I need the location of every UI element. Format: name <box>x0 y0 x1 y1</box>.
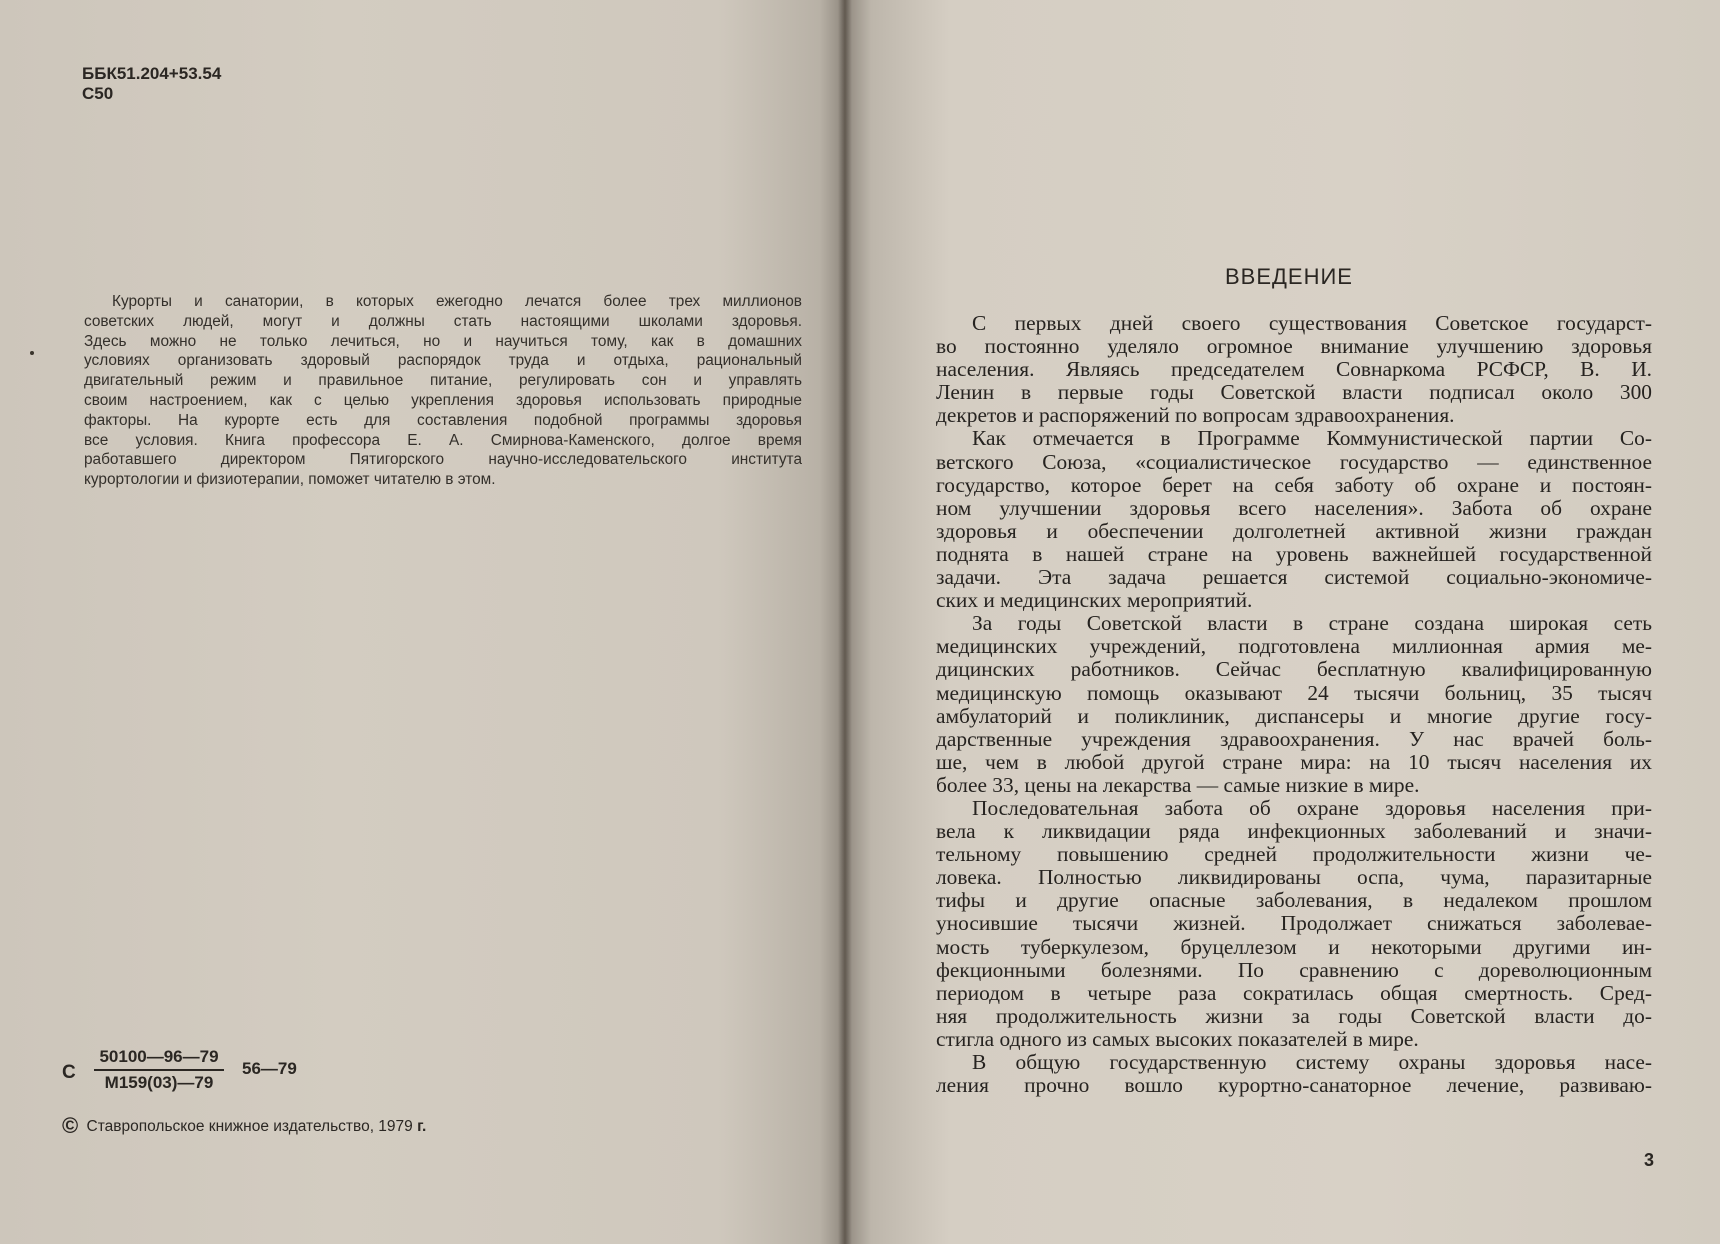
left-page <box>0 0 845 1244</box>
annotation-paragraph <box>84 292 802 490</box>
publisher-name: Ставропольское книжное издательство, 1979 <box>86 1118 413 1135</box>
chapter-body <box>936 312 1652 1097</box>
chapter-title: ВВЕДЕНИЕ <box>1225 264 1353 289</box>
annotation-line: все условия. Книга профессора Е. А. Смирнова-Каменского, долгое время <box>84 431 802 449</box>
annotation-line: двигательный режим и правильное питание, регулировать сон и управлять <box>84 372 802 390</box>
index-numerator: 50100—96—79 <box>94 1046 224 1071</box>
copyright-line <box>62 1113 426 1139</box>
paragraph-line: В общую государственную систему охраны здоровья насе- <box>972 1051 1652 1074</box>
annotation-line: факторы. На курорте есть для составления подобной программы здоровья <box>84 411 802 429</box>
annotation-line: советских людей, могут и должны стать настоящими школами здоровья. <box>84 312 802 330</box>
book-gutter <box>838 0 852 1244</box>
paragraph-line: С первых дней своего существования Советское государст- <box>972 312 1652 335</box>
paragraph-line: фекционными болезнями. По сравнению с дореволюционным <box>936 958 1652 982</box>
annotation-line: курортологии и физиотерапии, поможет читателю в этом. <box>84 471 496 489</box>
paragraph-line: более 33, цены на лекарства — самые низкие в мире. <box>936 773 1420 797</box>
paragraph-line: стигла одного из самых высоких показателей в мире. <box>936 1027 1419 1051</box>
paragraph-line: ловека. Полностью ликвидированы оспа, чума, паразитарные <box>936 866 1652 890</box>
paragraph-line: ном улучшении здоровья всего населения». Забота об охране <box>936 496 1652 520</box>
annotation-line: условиях организовать здоровый распорядок труда и отдыха, рациональный <box>84 352 802 370</box>
author-mark: С50 <box>82 84 114 103</box>
annotation-line: своим настроением, как с целью укрепления здоровья использовать природные <box>84 391 802 409</box>
paragraph-line: няя продолжительность жизни за годы Советской власти до- <box>936 1004 1652 1028</box>
paragraph-line: уносившие тысячи жизней. Продолжает снижаться заболевае- <box>936 912 1652 936</box>
paragraph-line: населения. Являясь председателем Совнаркома РСФСР, В. И. <box>936 358 1652 382</box>
paragraph-line: тельному повышению средней продолжительности жизни че- <box>936 843 1652 867</box>
index-letter: С <box>62 1062 76 1083</box>
paragraph-line: задачи. Эта задача решается системой социально-экономиче- <box>936 566 1652 590</box>
paragraph-line: медицинскую помощь оказывают 24 тысячи больниц, 35 тысяч <box>936 681 1652 705</box>
paragraph-line: Последовательная забота об охране здоровья населения при- <box>972 796 1652 820</box>
page-number: 3 <box>1644 1150 1655 1170</box>
index-suffix: 56—79 <box>242 1059 297 1078</box>
paper-speck <box>30 351 34 355</box>
paragraph-line: дарственные учреждения здравоохранения. У нас врачей боль- <box>936 727 1652 751</box>
paragraph-line: ских и медицинских мероприятий. <box>936 589 1253 613</box>
annotation-line: Здесь можно не только лечиться, но и научиться тому, как в домашних <box>84 332 802 350</box>
paragraph-line: во постоянно уделяло огромное внимание улучшению здоровья <box>936 335 1652 359</box>
paragraph-line: поднята в нашей стране на уровень важнейшей государственной <box>936 542 1652 566</box>
paragraph-line: амбулаторий и поликлиник, диспансеры и многие другие госу- <box>936 704 1652 728</box>
index-fraction <box>94 1046 224 1094</box>
classification-codes <box>82 64 221 104</box>
paragraph-line: Как отмечается в Программе Коммунистической партии Со- <box>972 427 1652 451</box>
paragraph-line: ления прочно вошло курортно-санаторное лечение, развиваю- <box>936 1074 1652 1098</box>
paragraph-line: медицинских учреждений, подготовлена миллионная армия ме- <box>936 635 1652 659</box>
paragraph-line: государство, которое берет на себя заботу об охране и постоян- <box>936 473 1652 497</box>
paragraph-line: мость туберкулезом, бруцеллезом и некоторыми другими ин- <box>936 935 1652 959</box>
paragraph-line: периодом в четыре раза сократилась общая смертность. Сред- <box>936 981 1652 1005</box>
copyright-year-suffix: г. <box>417 1118 427 1135</box>
annotation-line: Курорты и санатории, в которых ежегодно лечатся более трех миллионов <box>112 293 802 310</box>
paragraph-line: ветского Союза, «социалистическое государство — единственное <box>936 450 1652 474</box>
copyright-symbol: © <box>62 1113 79 1138</box>
paragraph-line: декретов и распоряжений по вопросам здравоохранения. <box>936 404 1455 428</box>
paragraph-line: За годы Советской власти в стране создана широкая сеть <box>972 612 1652 636</box>
paragraph-line: здоровья и обеспечении долголетней активной жизни граждан <box>936 519 1652 543</box>
paragraph-line: ше, чем в любой другой стране мира: на 10 тысяч населения их <box>936 750 1652 774</box>
paragraph-line: вела к ликвидации ряда инфекционных заболеваний и значи- <box>936 820 1652 844</box>
paragraph-line: Ленин в первые годы Советской власти подписал около 300 <box>936 381 1652 405</box>
index-denominator: М159(03)—79 <box>104 1073 214 1092</box>
paragraph-line: дицинских работников. Сейчас бесплатную квалифицированную <box>936 658 1652 682</box>
paragraph-line: тифы и другие опасные заболевания, в недалеком прошлом <box>936 889 1652 913</box>
bbk-code: ББК51.204+53.54 <box>82 64 222 83</box>
annotation-line: работавшего директором Пятигорского научно-исследовательского института <box>84 451 802 469</box>
